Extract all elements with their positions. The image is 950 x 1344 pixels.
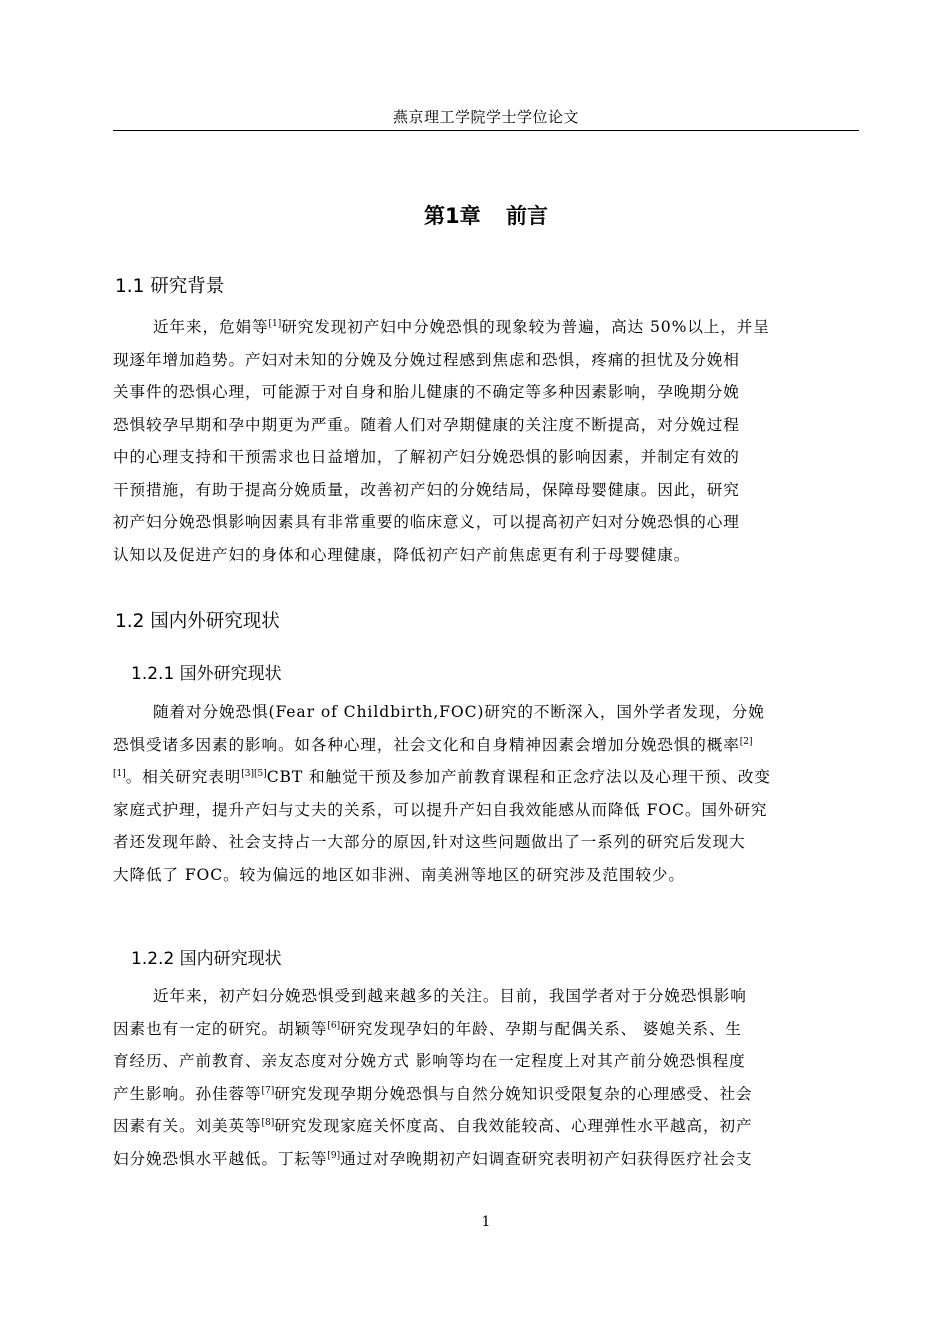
text-run: 者还发现年龄、社会支持占一大部分的原因,针对这些问题做出了一系列的研究后发现大	[113, 833, 746, 851]
text-line	[113, 1078, 861, 1111]
text-line	[113, 506, 861, 539]
text-run: 产生影响。孙佳蓉等	[113, 1084, 262, 1103]
paragraph-background	[113, 311, 861, 571]
text-run: 干预措施，有助于提高分娩质量，改善初产妇的分娩结局，保障母婴健康。因此，研究	[113, 480, 740, 499]
section-heading-1-2-2: 1.2.2 国内研究现状	[131, 949, 282, 969]
paragraph-foreign-research	[113, 696, 861, 891]
citation-marker: [9]	[327, 1150, 341, 1161]
paragraph-domestic-research	[113, 980, 861, 1175]
text-run: 因素有关。刘美英等	[113, 1117, 262, 1135]
section-heading-1-2-1: 1.2.1 国外研究现状	[131, 664, 282, 684]
text-line	[113, 1110, 861, 1143]
citation-marker: [1]	[113, 769, 126, 779]
text-line	[113, 1045, 861, 1078]
text-line	[113, 376, 861, 409]
text-line	[113, 1143, 861, 1176]
text-line	[113, 826, 861, 859]
text-run: 妇分娩恐惧水平越低。丁耘等	[113, 1149, 328, 1168]
text-run: 近年来，危娟等	[153, 318, 269, 336]
section-heading-1-2: 1.2 国内外研究现状	[115, 611, 280, 632]
text-line	[113, 729, 861, 762]
text-line	[113, 696, 861, 729]
text-run: 随着对分娩恐惧(Fear of Childbirth,FOC)研究的不断深入，国外学者发现，分娩	[153, 703, 765, 721]
text-line	[113, 409, 861, 442]
page-header: 燕京理工学院学士学位论文	[392, 108, 579, 126]
text-line	[113, 859, 861, 892]
header-rule	[113, 130, 859, 131]
text-run: 家庭式护理，提升产妇与丈夫的关系，可以提升产妇自我效能感从而降低 FOC。国外研究	[113, 800, 768, 819]
text-run: 恐惧较孕早期和孕中期更为严重。随着人们对孕期健康的关注度不断提高，对分娩过程	[113, 415, 740, 434]
text-run: 育经历、产前教育、亲友态度对分娩方式 影响等均在一定程度上对其产前分娩恐惧程度	[113, 1052, 746, 1070]
text-line	[113, 980, 861, 1013]
text-line	[113, 539, 861, 572]
citation-marker: [1]	[268, 319, 282, 329]
text-line	[113, 344, 861, 377]
text-run: 研究发现孕妇的年龄、孕期与配偶关系、 婆媳关系、生	[340, 1019, 742, 1038]
citation-marker: [3][5]	[241, 769, 267, 779]
text-run: 因素也有一定的研究。胡颖等	[113, 1019, 328, 1038]
text-line	[113, 311, 861, 344]
text-run: 大降低了 FOC。较为偏远的地区如非洲、南美洲等地区的研究涉及范围较少。	[113, 865, 685, 884]
text-line	[113, 794, 861, 827]
text-run: 通过对孕晚期初产妇调查研究表明初产妇获得医疗社会支	[340, 1149, 753, 1168]
text-run: 恐惧受诸多因素的影响。如各种心理，社会文化和自身精神因素会增加分娩恐惧的概率	[113, 735, 740, 754]
text-run: 。相关研究表明	[125, 768, 242, 786]
text-run: CBT 和触觉干预及参加产前教育课程和正念疗法以及心理干预、改变	[266, 768, 771, 786]
text-run: 中的心理支持和干预需求也日益增加，了解初产妇分娩恐惧的影响因素，并制定有效的	[113, 448, 740, 466]
text-run: 研究发现孕期分娩恐惧与自然分娩知识受限复杂的心理感受、社会	[274, 1084, 753, 1103]
text-line	[113, 1013, 861, 1046]
text-run: 初产妇分娩恐惧影响因素具有非常重要的临床意义，可以提高初产妇对分娩恐惧的心理	[113, 513, 740, 531]
section-heading-1-1: 1.1 研究背景	[115, 276, 225, 297]
chapter-title: 第1章 前言	[424, 204, 548, 228]
text-run: 现逐年增加趋势。产妇对未知的分娩及分娩过程感到焦虑和恐惧，疼痛的担忧及分娩相	[113, 350, 740, 369]
text-line	[113, 474, 861, 507]
text-run: 近年来，初产妇分娩恐惧受到越来越多的关注。目前，我国学者对于分娩恐惧影响	[153, 987, 747, 1005]
text-run: 认知以及促进产妇的身体和心理健康，降低初产妇产前焦虑更有利于母婴健康。	[113, 545, 691, 564]
citation-marker: [8]	[261, 1118, 275, 1128]
text-line	[113, 441, 861, 474]
text-run: 研究发现家庭关怀度高、自我效能较高、心理弹性水平越高，初产	[274, 1117, 753, 1135]
text-run: 研究发现初产妇中分娩恐惧的现象较为普遍，高达 50%以上，并呈	[281, 318, 770, 336]
page-number: 1	[481, 1214, 491, 1230]
text-line	[113, 761, 861, 794]
citation-marker: [2]	[739, 736, 753, 747]
citation-marker: [7]	[261, 1085, 275, 1096]
citation-marker: [6]	[327, 1020, 341, 1031]
text-run: 关事件的恐惧心理，可能源于对自身和胎儿健康的不确定等多种因素影响，孕晚期分娩	[113, 383, 740, 401]
